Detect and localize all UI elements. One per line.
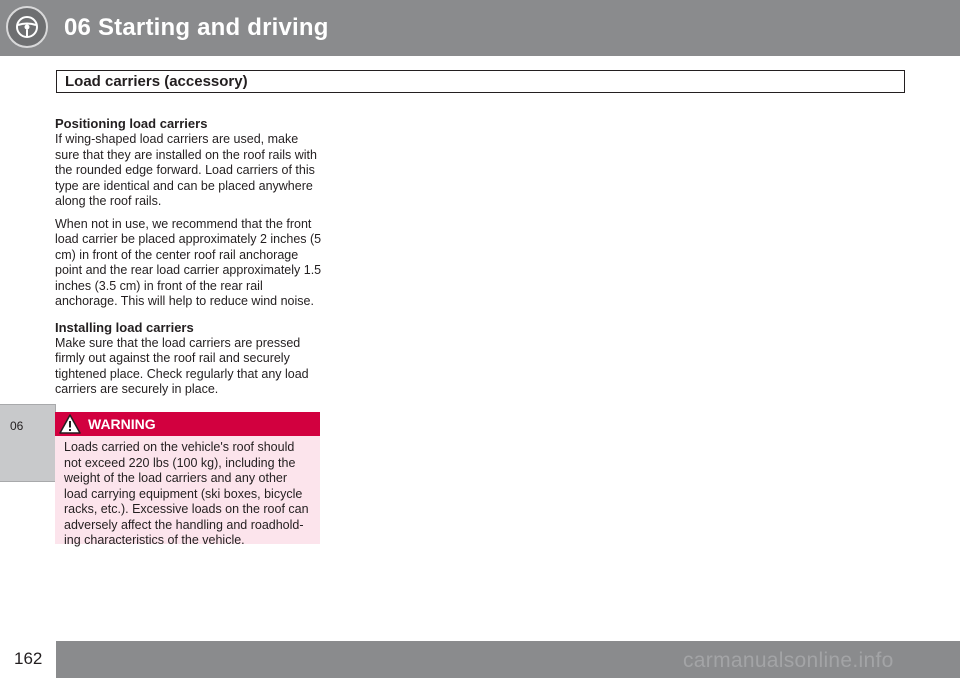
watermark-text: carmanualsonline.info [683,649,894,672]
page-number: 162 [14,649,43,668]
body-text-column [55,116,323,398]
chapter-side-tab [0,404,56,482]
installing-heading: Installing load carriers [55,319,194,335]
positioning-paragraph-2: When not in use, we recommend that the front load carrier be placed approximately 2 inches (5 cm) in front of the center roof rail anchorage point and the rear load carrier approximately 1.5 inches (3.5 cm) in front of the rear rail anchorage. This will help to reduce wind noise. [55,216,322,308]
positioning-heading: Positioning load carriers [55,116,208,131]
installing-paragraph-1: Make sure that the load carriers are pressed firmly out against the roof rail and securely tightened place. Check regularly that any load carriers are securely in place. [55,335,309,396]
warning-title: WARNING [88,416,156,432]
section-title-box [56,70,905,93]
warning-triangle-icon [59,414,81,439]
warning-header-bar [55,412,320,436]
warning-text: Loads carried on the vehicle's roof should not exceed 220 lbs (100 kg), including the weight of the load carriers and any other load carrying equipment (ski boxes, bicycle racks, etc.). Excessive loads on the roof can adversely affect the handling and roadhold-ing characteristics of the vehicle. [64,440,309,547]
positioning-paragraph-1: If wing-shaped load carriers are used, make sure that they are installed on the roof rails with the rounded edge forward. Load carriers of this type are identical and can be placed anywhere along the roof rails. [55,132,317,208]
side-tab-label: 06 [10,419,24,433]
warning-box [55,412,320,547]
section-title: Load carriers (accessory) [65,73,248,90]
steering-wheel-icon [6,6,48,48]
chapter-title: 06 Starting and driving [64,14,329,41]
